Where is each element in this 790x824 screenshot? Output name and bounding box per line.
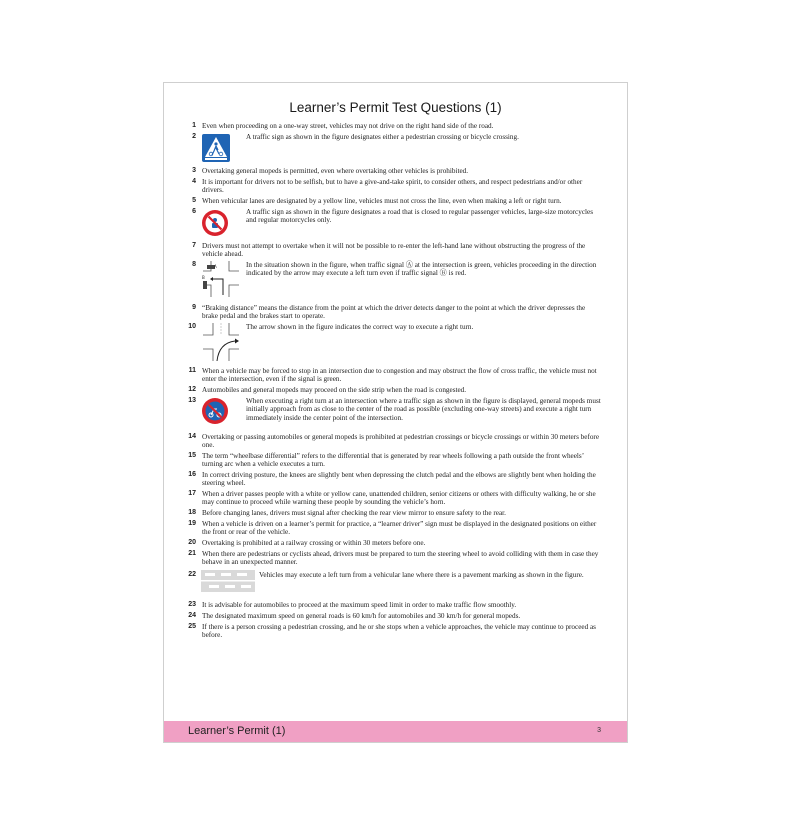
no-moped-two-stage-turn-sign-icon [201,397,229,425]
question-number: 3 [192,167,196,174]
question-number: 8 [192,261,196,268]
question-text: The designated maximum speed on general roads is 60 km/h for automobiles and 30 km/h for general mopeds. [202,612,521,620]
question-number: 13 [188,397,196,404]
question-number: 1 [192,122,196,129]
signal-b-label: B [202,275,205,280]
intersection-signal-diagram-icon [201,259,241,299]
question-number: 4 [192,178,196,185]
question-number: 24 [188,612,196,619]
footer-title: Learner’s Permit (1) [188,725,286,737]
question-number: 16 [188,471,196,478]
question-number: 15 [188,452,196,459]
question-text: A traffic sign as shown in the figure designates either a pedestrian crossing or bicycle crossing. [246,133,519,141]
question-number: 23 [188,601,196,608]
question-text: When a vehicle is driven on a learner’s permit for practice, a “learner driver” sign must be displayed in the designated positions on either the front or rear of the vehicle. [202,520,597,537]
question-text: It is important for drivers not to be selfish, but to have a give-and-take spirit, to consider others, and respect pedestrians and/or other drivers. [202,178,583,195]
question-number: 9 [192,304,196,311]
question-text: When executing a right turn at an intersection where a traffic sign as shown in the figure is displayed, general mopeds must initially approach from as close to the center of the road as possible (excluding one-way streets) and execute a right turn immediately inside the center point of the intersection. [246,397,601,422]
question-number: 5 [192,197,196,204]
question-number: 25 [188,623,196,630]
pedestrian-bicycle-crossing-sign-icon [201,133,231,163]
question-text: If there is a person crossing a pedestrian crossing, and he or she stops when a vehicle approaches, the vehicle may continue to proceed as before. [202,623,596,640]
question-text: Vehicles may execute a left turn from a vehicular lane where there is a pavement marking as shown in the figure. [259,571,584,579]
question-text: Overtaking general mopeds is permitted, even where overtaking other vehicles is prohibited. [202,167,469,175]
signal-a-label: A [214,264,217,269]
question-text: The arrow shown in the figure indicates the correct way to execute a right turn. [246,323,474,331]
question-number: 12 [188,386,196,393]
question-text: It is advisable for automobiles to proceed at the maximum speed limit in order to make traffic flow smoothly. [202,601,517,609]
page-title: Learner’s Permit Test Questions (1) [289,100,502,115]
question-number: 19 [188,520,196,527]
question-number: 21 [188,550,196,557]
question-number: 20 [188,539,196,546]
question-text: When a driver passes people with a white or yellow cane, unattended children, senior citizens or others with difficulty walking, he or she may continue to proceed while warning these people by sounding the vehicle’s horn. [202,490,596,507]
question-text: “Braking distance” means the distance from the point at which the driver detects danger to the point at which the driver depresses the brake pedal and the brakes start to operate. [202,304,586,321]
question-text: Before changing lanes, drivers must signal after checking the rear view mirror to ensure safety to the rear. [202,509,506,517]
question-text: Overtaking or passing automobiles or general mopeds is prohibited at pedestrian crossings or bicycle crossings or within 30 meters before one. [202,433,600,450]
lane-pavement-marking-icon [201,570,255,592]
question-text: In correct driving posture, the knees are slightly bent when depressing the clutch pedal and the elbows are slightly bent when holding the steering wheel. [202,471,596,488]
page-footer [164,721,627,742]
question-number: 17 [188,490,196,497]
question-number: 18 [188,509,196,516]
question-text: Drivers must not attempt to overtake when it will not be possible to re-enter the left-hand lane without obstructing the progress of the vehicle ahead. [202,242,586,259]
question-number: 7 [192,242,196,249]
question-text: When vehicular lanes are designated by a yellow line, vehicles must not cross the line, even when making a left or right turn. [202,197,562,205]
question-number: 10 [188,323,196,330]
question-text: Automobiles and general mopeds may proceed on the side strip when the road is congested. [202,386,467,394]
page-number: 3 [597,727,601,734]
question-number: 2 [192,133,196,140]
question-text: The term “wheelbase differential” refers to the differential that is generated by rear wheels following a path outside the front wheels’ turning arc when a vehicle executes a turn. [202,452,584,469]
question-text: A traffic sign as shown in the figure designates a road that is closed to regular passenger vehicles, large-size motorcycles and regular motorcycles only. [246,208,594,225]
no-vehicles-sign-icon [201,209,229,237]
question-text: Even when proceeding on a one-way street, vehicles may not drive on the right hand side of the road. [202,122,494,130]
question-text: Overtaking is prohibited at a railway crossing or within 30 meters before one. [202,539,426,547]
question-number: 14 [188,433,196,440]
question-text: When there are pedestrians or cyclists ahead, drivers must be prepared to turn the steering wheel to avoid colliding with them in case they behave in an unexpected manner. [202,550,599,567]
document-page [163,82,628,743]
question-number: 6 [192,208,196,215]
question-text: In the situation shown in the figure, when traffic signal Ⓐ at the intersection is green, vehicles proceeding in the direction indicated by the arrow may execute a left turn even if traffic signal Ⓑ is red. [246,261,597,278]
right-turn-diagram-icon [201,321,241,363]
question-number: 11 [188,367,196,374]
question-number: 22 [188,571,196,578]
question-text: When a vehicle may be forced to stop in an intersection due to congestion and may obstruct the flow of cross traffic, the vehicle must not enter the intersection, even if the signal is green. [202,367,597,384]
